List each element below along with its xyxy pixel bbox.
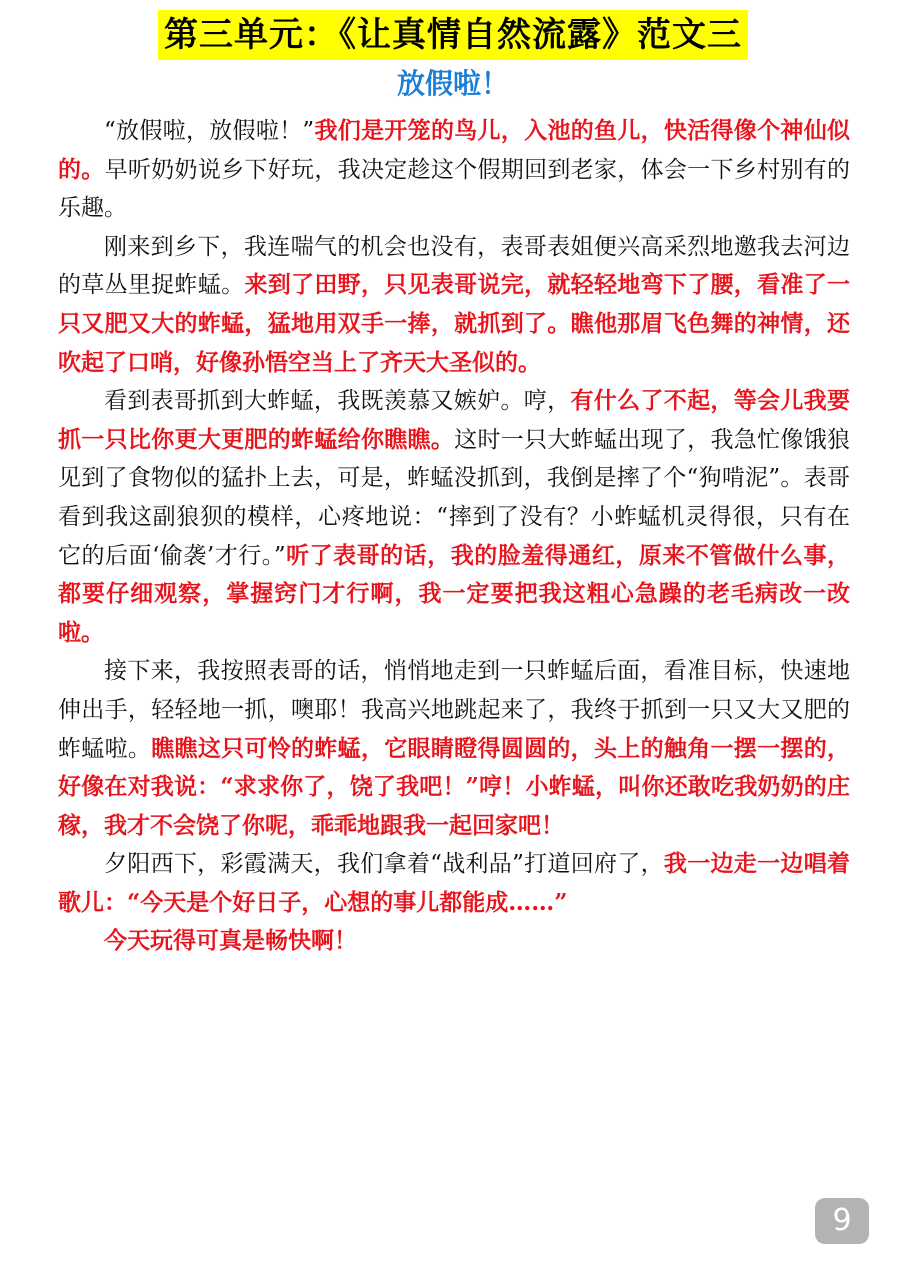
essay-body — [58, 112, 850, 961]
title-container — [0, 10, 906, 60]
body-text-segment: 看到表哥抓到大蚱蜢，我既羡慕又嫉妒。哼， — [104, 388, 571, 415]
page-title: 第三单元：《让真情自然流露》范文三 — [158, 10, 748, 60]
emphasized-text: 瞧瞧这只可怜的蚱蜢，它眼睛瞪得圆圆的，头上的触角一摆一摆的，好像在对我说：“求求你了，饶了我吧！”哼！小蚱蜢，叫你还敢吃我奶奶的庄稼，我才不会饶了你呢，乖乖地跟我一起回家吧！ — [58, 734, 851, 839]
essay-paragraph — [58, 228, 850, 382]
body-text-segment: “放假啦，放假啦！” — [104, 118, 315, 144]
essay-paragraph — [58, 382, 850, 652]
emphasized-text: 今天玩得可真是畅快啊！ — [104, 927, 357, 955]
body-text-segment: 夕阳西下，彩霞满天，我们拿着“战利品”打道回府了， — [104, 851, 664, 878]
body-text-segment: 刚来到乡下，我连喘气的机会也没有，表哥表姐便兴高采烈地邀我去河边的草丛里捉蚱蜢。 — [58, 233, 850, 299]
essay-paragraph — [58, 922, 850, 961]
emphasized-text: 有什么了不起，等会儿我要抓一只比你更大更肥的蚱蜢给你瞧瞧。 — [58, 387, 851, 453]
emphasized-text: 我一边走一边唱着歌儿：“今天是个好日子，心想的事儿都能成……” — [58, 850, 850, 916]
page-number-badge: 9 — [815, 1198, 869, 1244]
body-text-segment: 早听奶奶说乡下好玩，我决定趁这个假期回到老家，体会一下乡村别有的乐趣。 — [58, 156, 851, 222]
essay-title: 放假啦！ — [396, 67, 509, 100]
emphasized-text: 来到了田野，只见表哥说完，就轻轻地弯下了腰，看准了一只又肥又大的蚱蜢，猛地用双手一捧，就抓到了。瞧他那眉飞色舞的神情，还吹起了口哨，好像孙悟空当上了齐天大圣似的。 — [58, 271, 851, 376]
essay-paragraph — [58, 112, 850, 228]
body-text-segment: 接下来，我按照表哥的话，悄悄地走到一只蚱蜢后面，看准目标，快速地伸出手，轻轻地一抓，噢耶！我高兴地跳起来了，我终于抓到一只又大又肥的蚱蜢啦。 — [58, 658, 850, 762]
emphasized-text: 听了表哥的话，我的脸羞得通红，原来不管做什么事，都要仔细观察，掌握窍门才行啊，我一定要把我这粗心急躁的老毛病改一改啦。 — [58, 541, 850, 646]
essay-paragraph — [58, 652, 850, 845]
emphasized-text: 我们是开笼的鸟儿，入池的鱼儿，快活得像个神仙似的。 — [58, 117, 850, 183]
body-text-segment: 这时一只大蚱蜢出现了，我急忙像饿狼见到了食物似的猛扑上去，可是，蚱蜢没抓到，我倒是摔了个“狗啃泥”。表哥看到我这副狼狈的模样，心疼地说：“摔到了没有？小蚱蜢机灵得很，只有在它的后面‘偷袭’才行。” — [58, 426, 851, 569]
essay-paragraph — [58, 845, 850, 922]
